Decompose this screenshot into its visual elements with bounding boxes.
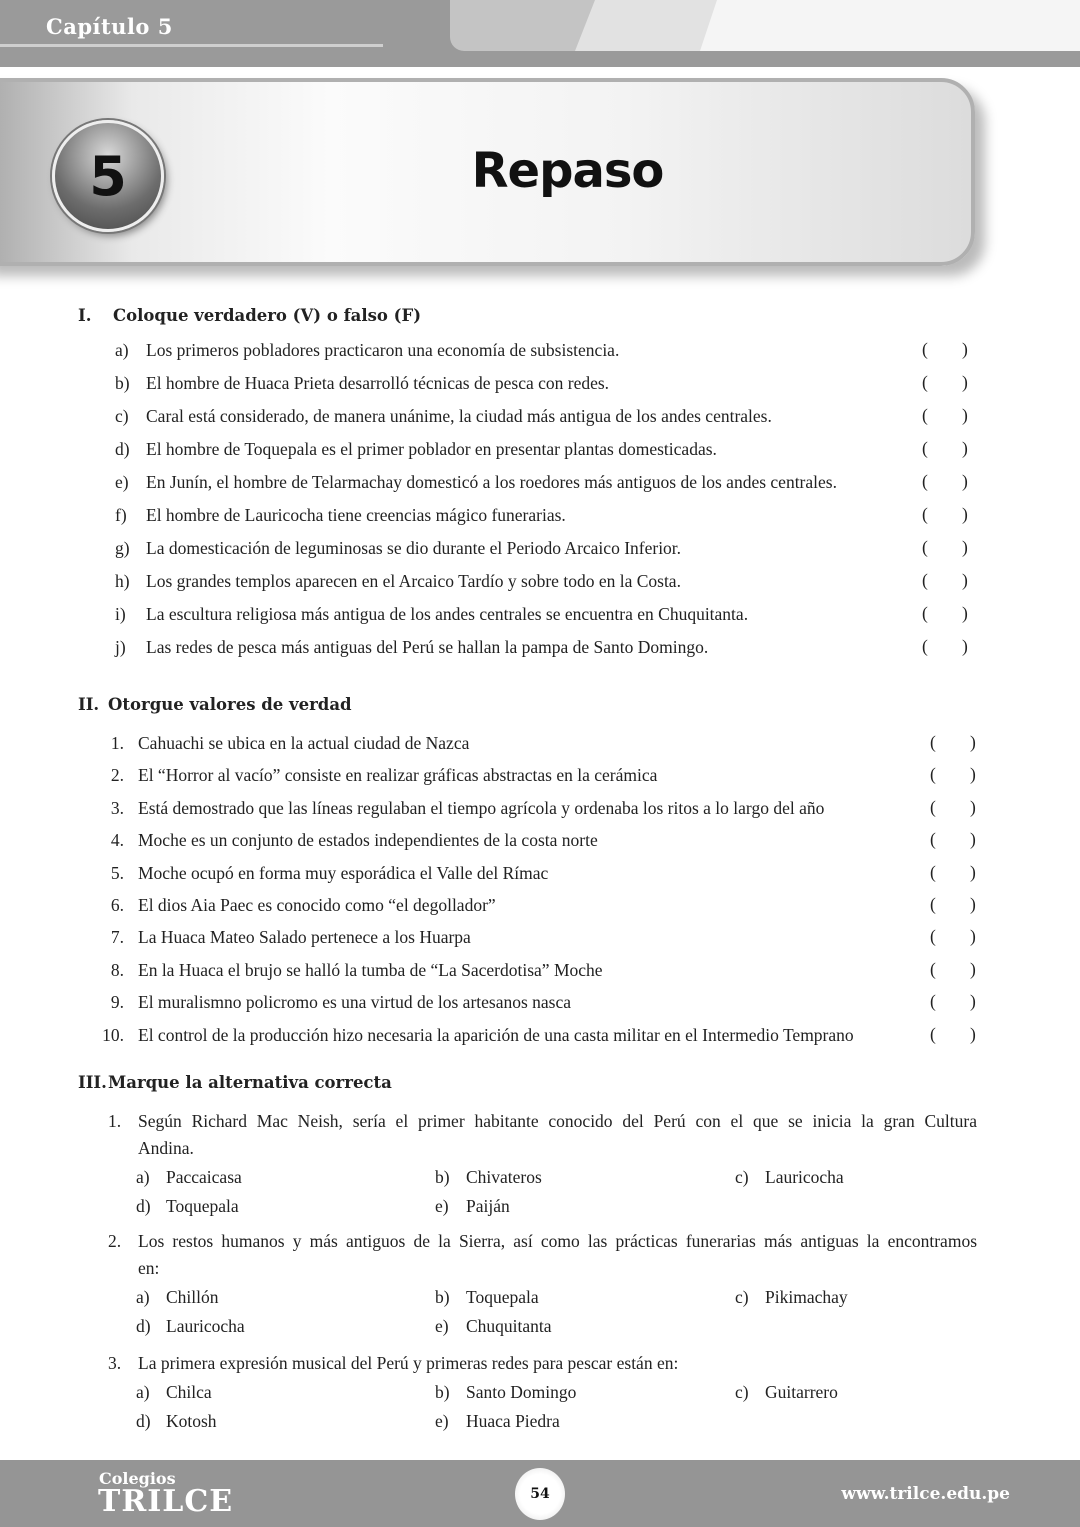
item-label: f) — [115, 505, 127, 525]
option-text[interactable]: Santo Domingo — [466, 1382, 577, 1402]
option-text[interactable]: Paiján — [466, 1195, 510, 1216]
item-number: 1. — [110, 733, 124, 753]
answer-close-paren: ) — [970, 991, 976, 1012]
option-label[interactable]: d) — [136, 1195, 151, 1216]
item-label: g) — [115, 538, 130, 558]
answer-open-paren[interactable]: ( — [922, 537, 928, 557]
page-number: 54 — [515, 1468, 565, 1520]
option-label[interactable]: b) — [435, 1287, 450, 1307]
item-number: 9. — [110, 992, 124, 1013]
answer-close-paren: ) — [962, 537, 968, 557]
option-text[interactable]: Lauricocha — [765, 1167, 844, 1187]
section-heading: Coloque verdadero (V) o falso (F) — [113, 306, 422, 325]
question-text: Según Richard Mac Neish, sería el primer habitante conocido del Perú con el que se inicia la gran Cultura — [138, 1111, 977, 1131]
option-text[interactable]: Lauricocha — [166, 1315, 245, 1336]
option-label[interactable]: d) — [136, 1315, 151, 1336]
brand-logo: TRILCE — [98, 1484, 234, 1519]
option-text[interactable]: Guitarrero — [765, 1382, 838, 1402]
question-text: en: — [138, 1258, 160, 1278]
option-label[interactable]: a) — [136, 1287, 150, 1307]
answer-open-paren[interactable]: ( — [922, 570, 928, 590]
answer-close-paren: ) — [962, 405, 968, 425]
answer-open-paren[interactable]: ( — [922, 372, 928, 392]
item-text: El dios Aia Paec es conocido como “el degollador” — [138, 895, 496, 915]
page-title: Repaso — [471, 143, 664, 199]
answer-open-paren[interactable]: ( — [930, 958, 936, 979]
item-label: c) — [115, 406, 129, 426]
item-text: El hombre de Toquepala es el primer poblador en presentar plantas domesticadas. — [146, 439, 717, 459]
item-number: 7. — [110, 927, 124, 948]
section-numeral: II. — [78, 695, 100, 714]
answer-close-paren: ) — [970, 829, 976, 850]
answer-close-paren: ) — [962, 504, 968, 524]
item-label: b) — [115, 373, 130, 393]
answer-open-paren[interactable]: ( — [922, 603, 928, 623]
option-text[interactable]: Toquepala — [166, 1195, 239, 1216]
answer-close-paren: ) — [962, 570, 968, 590]
item-text: Cahuachi se ubica en la actual ciudad de Nazca — [138, 733, 470, 753]
item-text: La Huaca Mateo Salado pertenece a los Huarpa — [138, 927, 471, 948]
option-label[interactable]: e) — [435, 1315, 449, 1336]
answer-open-paren[interactable]: ( — [930, 991, 936, 1012]
option-label[interactable]: c) — [735, 1167, 749, 1187]
section-numeral: I. — [78, 306, 92, 325]
item-text: Las redes de pesca más antiguas del Perú se hallan la pampa de Santo Domingo. — [146, 637, 709, 657]
option-label[interactable]: e) — [435, 1195, 449, 1216]
item-number: 4. — [110, 830, 124, 851]
question-number: 2. — [108, 1231, 122, 1251]
item-number: 5. — [110, 862, 124, 883]
option-text[interactable]: Chilca — [166, 1382, 212, 1402]
answer-open-paren[interactable]: ( — [922, 339, 928, 359]
item-text: Los primeros pobladores practicaron una economía de subsistencia. — [146, 340, 620, 360]
item-label: a) — [115, 340, 129, 360]
question-text: Andina. — [138, 1138, 194, 1158]
website-url: www.trilce.edu.pe — [841, 1484, 1010, 1504]
section-heading: Otorgue valores de verdad — [108, 695, 352, 714]
section-heading: Marque la alternativa correcta — [108, 1073, 392, 1092]
item-label: i) — [115, 604, 126, 624]
option-text[interactable]: Huaca Piedra — [466, 1410, 560, 1431]
answer-close-paren: ) — [970, 764, 976, 785]
answer-open-paren[interactable]: ( — [930, 732, 936, 752]
option-text[interactable]: Toquepala — [466, 1287, 539, 1307]
option-label[interactable]: b) — [435, 1167, 450, 1187]
item-text: El hombre de Lauricocha tiene creencias mágico funerarias. — [146, 505, 566, 525]
option-label[interactable]: a) — [136, 1167, 150, 1187]
answer-open-paren[interactable]: ( — [930, 1023, 936, 1044]
option-text[interactable]: Pikimachay — [765, 1287, 848, 1307]
item-number: 8. — [110, 959, 124, 980]
answer-open-paren[interactable]: ( — [930, 861, 936, 882]
answer-close-paren: ) — [970, 926, 976, 947]
option-label[interactable]: c) — [735, 1382, 749, 1402]
item-text: En la Huaca el brujo se halló la tumba de “La Sacerdotisa” Moche — [138, 959, 603, 980]
answer-close-paren: ) — [970, 894, 976, 914]
answer-open-paren[interactable]: ( — [922, 471, 928, 491]
item-text: Moche ocupó en forma muy esporádica el Valle del Rímac — [138, 862, 549, 883]
item-number: 3. — [110, 797, 124, 818]
item-text: Los grandes templos aparecen en el Arcaico Tardío y sobre todo en la Costa. — [146, 571, 681, 591]
item-text: Está demostrado que las líneas regulaban el tiempo agrícola y ordenaba los ritos a lo largo del año — [138, 797, 825, 818]
chapter-number-badge: 5 — [52, 120, 164, 232]
item-text: La domesticación de leguminosas se dio durante el Periodo Arcaico Inferior. — [146, 538, 682, 558]
option-label[interactable]: d) — [136, 1410, 151, 1431]
answer-close-paren: ) — [962, 339, 968, 359]
answer-close-paren: ) — [962, 438, 968, 458]
option-label[interactable]: a) — [136, 1382, 150, 1402]
question-number: 3. — [108, 1353, 122, 1373]
item-text: El “Horror al vacío” consiste en realizar gráficas abstractas en la cerámica — [138, 765, 658, 786]
question-text: La primera expresión musical del Perú y primeras redes para pescar están en: — [138, 1353, 679, 1373]
answer-open-paren[interactable]: ( — [930, 926, 936, 947]
item-label: h) — [115, 571, 130, 591]
option-label[interactable]: e) — [435, 1410, 449, 1431]
answer-close-paren: ) — [970, 732, 976, 752]
item-label: e) — [115, 472, 129, 492]
answer-open-paren[interactable]: ( — [930, 894, 936, 914]
brand-logo-small: Colegios — [99, 1469, 176, 1488]
item-text: Caral está considerado, de manera unánime, la ciudad más antigua de los andes centrales. — [146, 406, 772, 426]
answer-close-paren: ) — [970, 861, 976, 882]
item-number: 6. — [110, 895, 124, 915]
answer-close-paren: ) — [970, 1023, 976, 1044]
option-text[interactable]: Chuquitanta — [466, 1315, 552, 1336]
item-text: El control de la producción hizo necesaria la aparición de una casta militar en el Intermedio Temprano — [138, 1024, 854, 1045]
option-text[interactable]: Paccaicasa — [166, 1167, 242, 1187]
item-label: j) — [115, 637, 126, 657]
answer-open-paren[interactable]: ( — [930, 829, 936, 850]
answer-open-paren[interactable]: ( — [922, 405, 928, 425]
option-label[interactable]: c) — [735, 1287, 749, 1307]
option-text[interactable]: Kotosh — [166, 1410, 217, 1431]
item-number: 2. — [110, 765, 124, 786]
answer-open-paren[interactable]: ( — [922, 636, 928, 656]
answer-open-paren[interactable]: ( — [922, 504, 928, 524]
answer-open-paren[interactable]: ( — [930, 796, 936, 817]
section-numeral: III. — [78, 1073, 107, 1092]
item-text: En Junín, el hombre de Telarmachay domesticó a los roedores más antiguos de los andes centrales. — [146, 472, 837, 492]
item-text: La escultura religiosa más antigua de los andes centrales se encuentra en Chuquitanta. — [146, 604, 749, 624]
option-text[interactable]: Chillón — [166, 1287, 219, 1307]
answer-open-paren[interactable]: ( — [922, 438, 928, 458]
answer-close-paren: ) — [962, 603, 968, 623]
item-label: d) — [115, 439, 130, 459]
option-text[interactable]: Chivateros — [466, 1167, 542, 1187]
item-text: El hombre de Huaca Prieta desarrolló técnicas de pesca con redes. — [146, 373, 610, 393]
answer-open-paren[interactable]: ( — [930, 764, 936, 785]
answer-close-paren: ) — [970, 796, 976, 817]
item-text: Moche es un conjunto de estados independientes de la costa norte — [138, 830, 598, 851]
question-number: 1. — [108, 1111, 122, 1131]
item-number: 10. — [102, 1024, 124, 1045]
question-text: Los restos humanos y más antiguos de la Sierra, así como las prácticas funerarias más antiguas la encontramos — [138, 1231, 977, 1251]
answer-close-paren: ) — [962, 471, 968, 491]
item-text: El muralismno policromo es una virtud de los artesanos nasca — [138, 992, 572, 1013]
chapter-label: Capítulo 5 — [46, 14, 173, 39]
answer-close-paren: ) — [970, 958, 976, 979]
answer-close-paren: ) — [962, 372, 968, 392]
answer-close-paren: ) — [962, 636, 968, 656]
option-label[interactable]: b) — [435, 1382, 450, 1402]
